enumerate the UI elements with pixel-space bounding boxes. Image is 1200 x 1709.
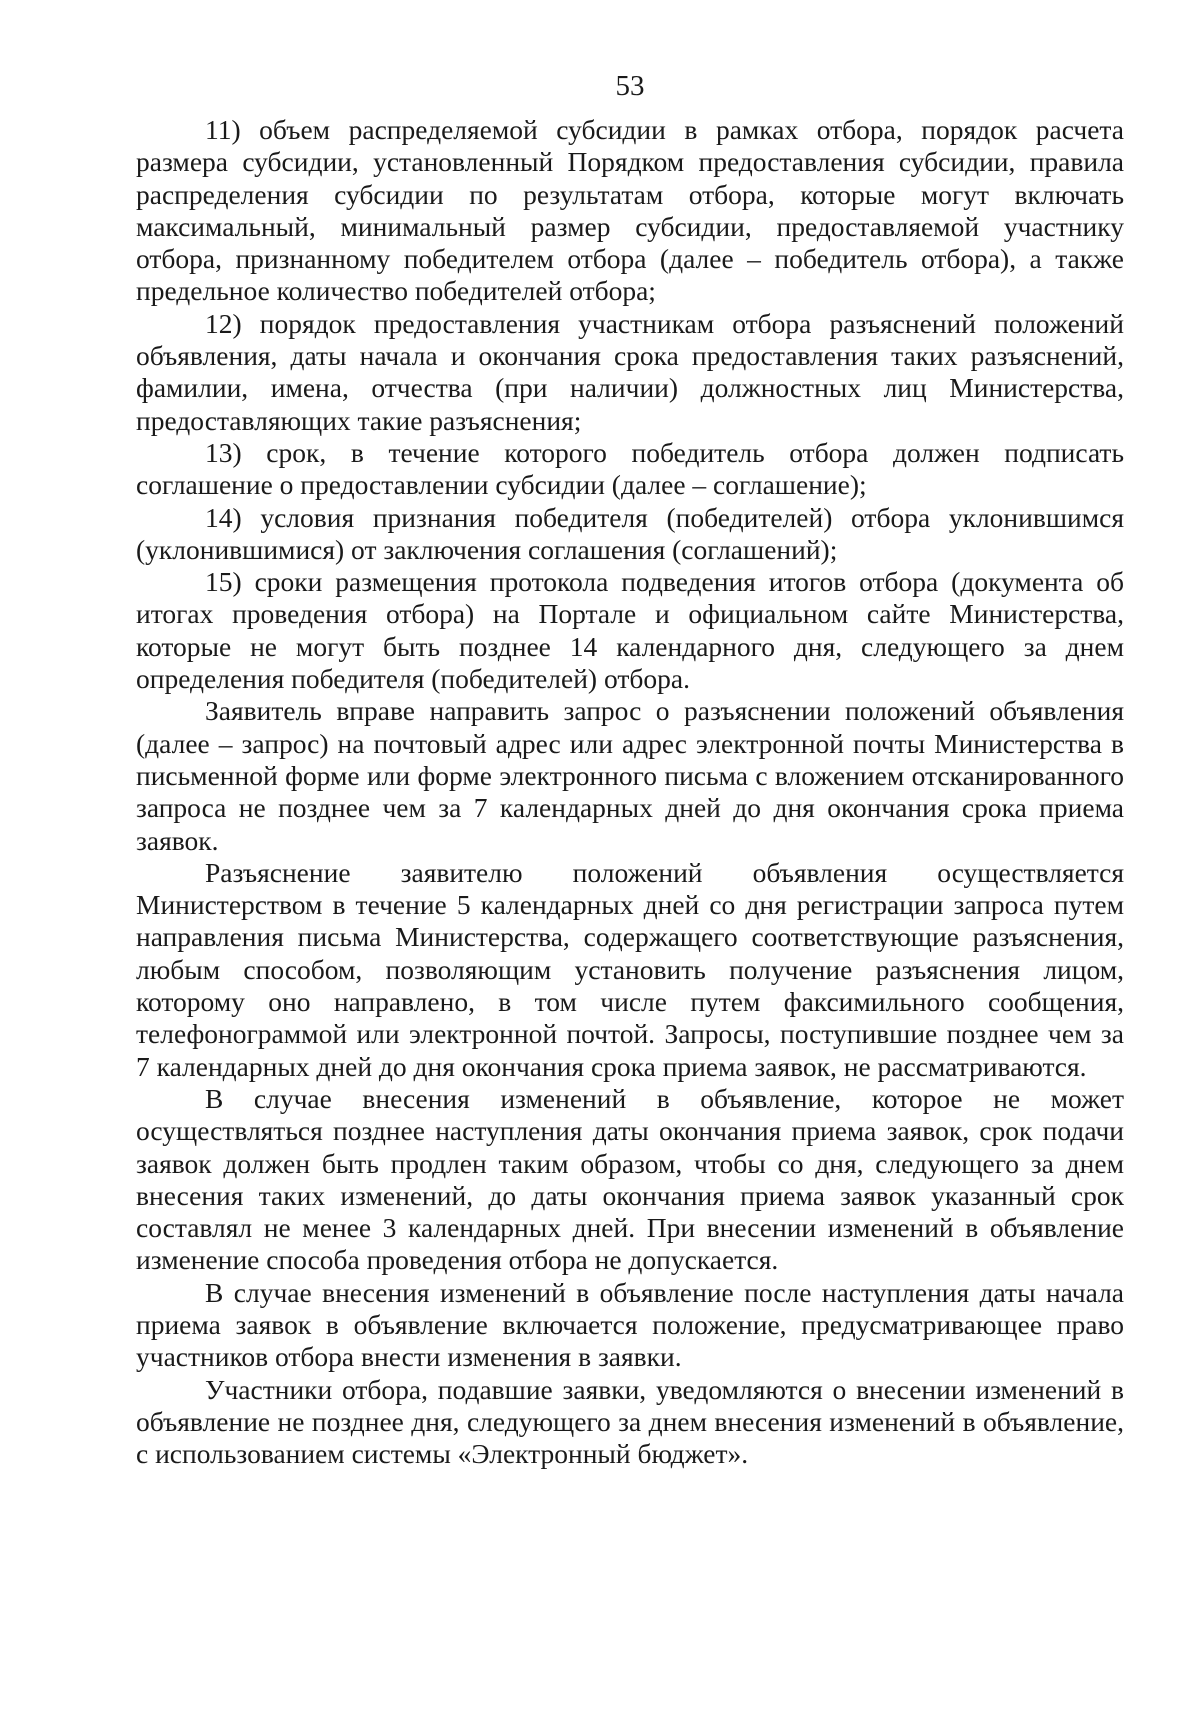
paragraph-item-12: 12) порядок предоставления участникам отбора разъяснений положений объявления, даты начала и окончания срока предоставления таких разъяснений, фамилии, имена, отчества (при наличии) должностных лиц Министерства, предоставляющих такие разъяснения; [136, 307, 1124, 436]
paragraph-request-clarification: Заявитель вправе направить запрос о разъяснении положений объявления (далее – запрос) на почтовый адрес или адрес электронной почты Министерства в письменной форме или форме электронного письма с вложением отсканированного запроса не позднее чем за 7 календарных дней до дня окончания срока приема заявок. [136, 695, 1124, 856]
paragraph-item-13: 13) срок, в течение которого победитель отбора должен подписать соглашение о предоставлении субсидии (далее – соглашение); [136, 436, 1124, 501]
page-number: 53 [615, 70, 645, 102]
paragraph-changes-after-start: В случае внесения изменений в объявление после наступления даты начала приема заявок в объявление включается положение, предусматривающее право участников отбора внести изменения в заявки. [136, 1276, 1124, 1373]
paragraph-clarification-procedure: Разъяснение заявителю положений объявления осуществляется Министерством в течение 5 календарных дней со дня регистрации запроса путем направления письма Министерства, содержащего соответствующие разъяснения, любым способом, позволяющим установить получение разъяснения лицом, которому оно направлено, в том числе путем факсимильного сообщения, телефонограммой или электронной почтой. Запросы, поступившие позднее чем за 7 календарных дней до дня окончания срока приема заявок, не рассматриваются. [136, 856, 1124, 1082]
document-body [136, 114, 1124, 1470]
paragraph-item-11: 11) объем распределяемой субсидии в рамках отбора, порядок расчета размера субсидии, установленный Порядком предоставления субсидии, правила распределения субсидии по результатам отбора, которые могут включать максимальный, минимальный размер субсидии, предоставляемой участнику отбора, признанному победителем отбора (далее – победитель отбора), а также предельное количество победителей отбора; [136, 114, 1124, 307]
paragraph-changes-deadline: В случае внесения изменений в объявление, которое не может осуществляться позднее наступления даты окончания приема заявок, срок подачи заявок должен быть продлен таким образом, чтобы со дня, следующего за днем внесения таких изменений, до даты окончания приема заявок указанный срок составлял не менее 3 календарных дней. При внесении изменений в объявление изменение способа проведения отбора не допускается. [136, 1082, 1124, 1276]
paragraph-participants-notification: Участники отбора, подавшие заявки, уведомляются о внесении изменений в объявление не позднее дня, следующего за днем внесения изменений в объявление, с использованием системы «Электронный бюджет». [136, 1373, 1124, 1470]
paragraph-item-14: 14) условия признания победителя (победителей) отбора уклонившимся (уклонившимися) от заключения соглашения (соглашений); [136, 501, 1124, 565]
paragraph-item-15: 15) сроки размещения протокола подведения итогов отбора (документа об итогах проведения отбора) на Портале и официальном сайте Министерства, которые не могут быть позднее 14 календарного дня, следующего за днем определения победителя (победителей) отбора. [136, 566, 1124, 695]
